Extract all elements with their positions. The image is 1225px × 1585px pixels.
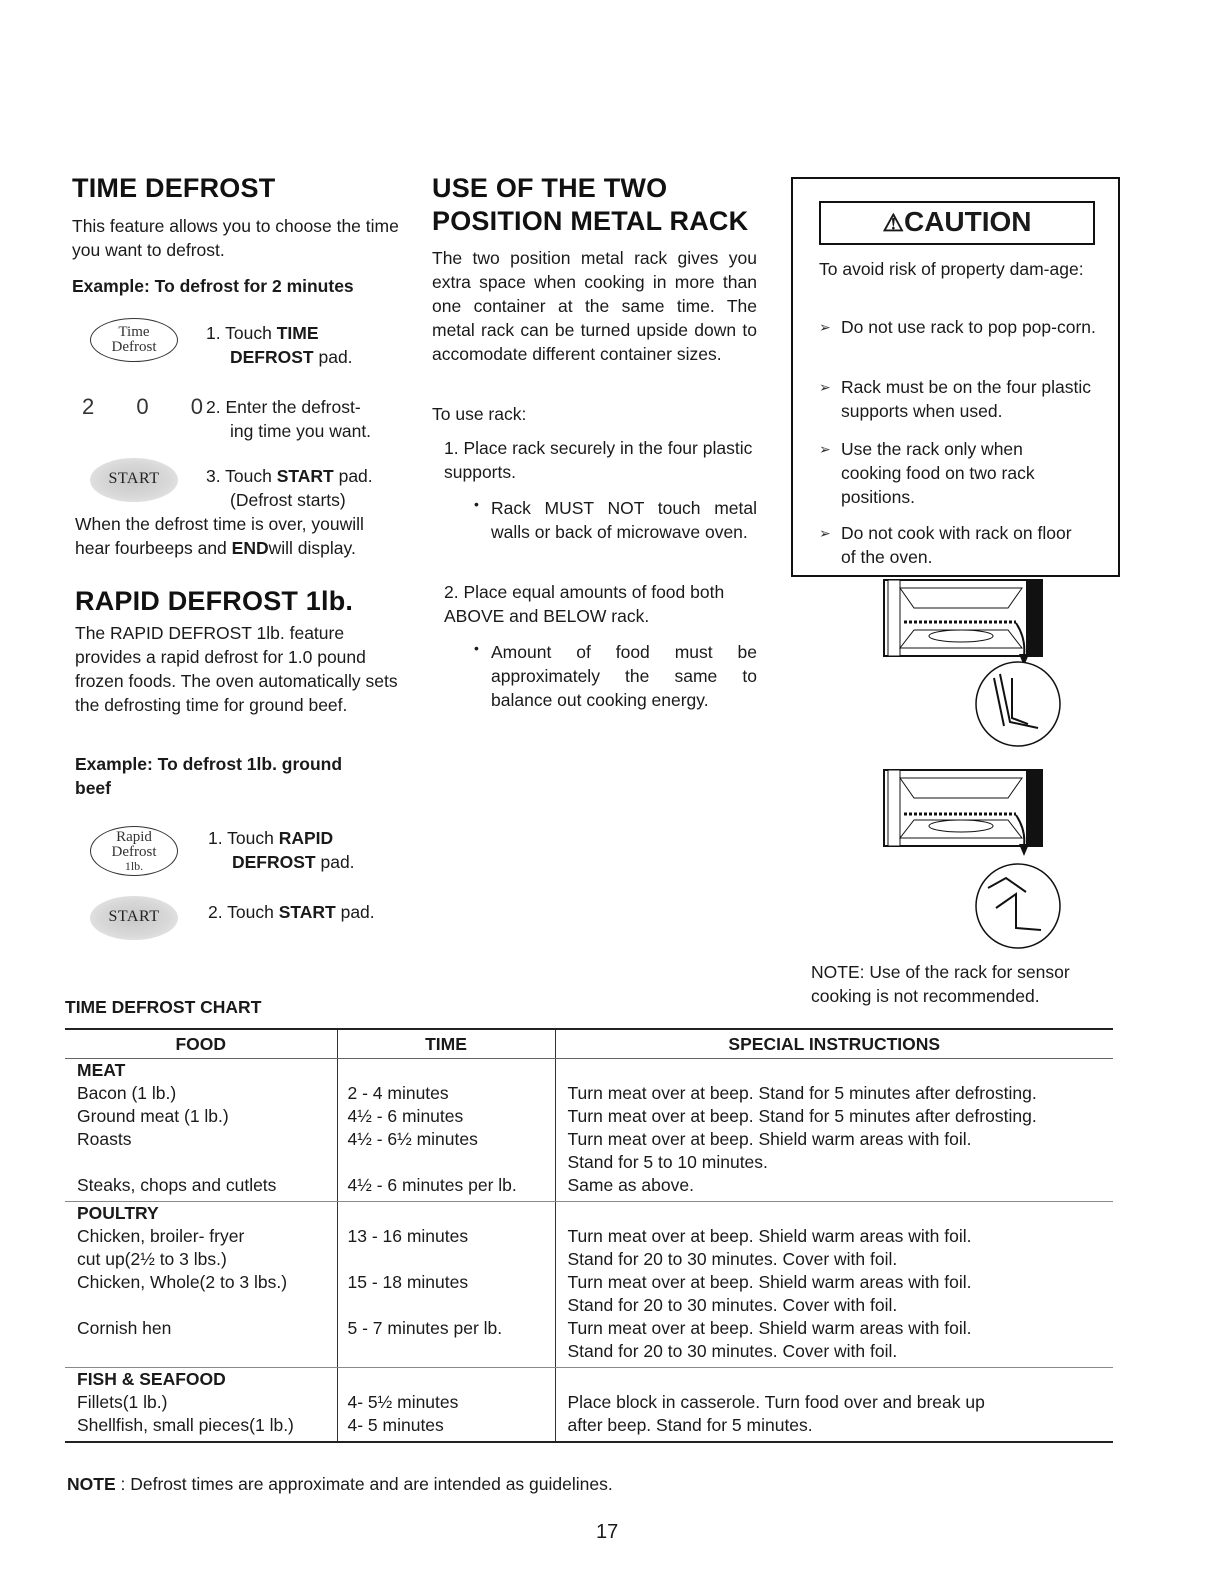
bullet-icon: • — [474, 640, 479, 656]
footer-note-text: : Defrost times are approximate and are intended as guidelines. — [115, 1474, 613, 1494]
step-text: 2. Touch — [208, 902, 279, 922]
step-text: pad. — [335, 902, 375, 922]
arrow-bullet-icon: ➢ — [819, 525, 831, 541]
time-defrost-title: TIME DEFROST — [72, 173, 276, 203]
metal-rack-step2: 2. Place equal amounts of food both ABOVE and BELOW rack. — [444, 582, 725, 626]
time-defrost-pad-icon — [90, 318, 178, 362]
step-text: ing time you want. — [230, 421, 372, 441]
step-text: (Defrost starts) — [230, 490, 346, 510]
page-number: 17 — [596, 1521, 619, 1543]
time-item: 4½ - 6 minutes — [347, 1106, 464, 1126]
caution-item: Do not use rack to pop pop-corn. — [841, 317, 1096, 337]
caution-title-text: CAUTION — [903, 206, 1032, 237]
step-text-bold: RAPID — [278, 828, 334, 848]
instruction-item: Place block in casserole. Turn food over and break up — [567, 1392, 985, 1412]
instruction-item: Turn meat over at beep. Stand for 5 minutes after defrosting. — [567, 1106, 1037, 1126]
instruction-item: Turn meat over at beep. Shield warm areas with foil. — [567, 1272, 972, 1292]
food-item: Cornish hen — [77, 1318, 172, 1338]
metal-rack-title — [432, 172, 748, 238]
rapid-defrost-step2 — [208, 900, 375, 924]
food-item: Chicken, Whole(2 to 3 lbs.) — [77, 1272, 288, 1292]
caution-box — [791, 177, 1120, 577]
time-defrost-example: Example: To defrost for 2 minutes — [72, 276, 354, 296]
food-item: Shellfish, small pieces(1 lb.) — [77, 1415, 294, 1435]
step-text: 1. Touch — [208, 828, 279, 848]
step-text-bold: TIME — [276, 323, 319, 343]
pad-label: 1lb. — [124, 859, 144, 873]
time-cell — [337, 1368, 555, 1443]
caution-item: Use the rack only when cooking food on two rack positions. — [841, 439, 1035, 507]
pad-label: Defrost — [111, 844, 157, 860]
time-defrost-end-text — [75, 512, 364, 560]
food-cell — [65, 1202, 337, 1368]
instructions-cell — [555, 1202, 1113, 1368]
text-line: Example: To defrost 1lb. ground — [75, 754, 343, 774]
instruction-item: Stand for 5 to 10 minutes. — [567, 1152, 768, 1172]
step-text: pad. — [333, 466, 373, 486]
metal-rack-step1: 1. Place rack securely in the four plastic supports. — [444, 438, 753, 482]
instruction-item: Same as above. — [567, 1175, 694, 1195]
instruction-item: Stand for 20 to 30 minutes. Cover with foil. — [567, 1249, 898, 1269]
pad-label: Rapid — [116, 829, 152, 845]
food-item: Bacon (1 lb.) — [77, 1083, 177, 1103]
step-text-bold: DEFROST — [230, 347, 314, 367]
rapid-defrost-title: RAPID DEFROST 1lb. — [75, 586, 354, 616]
column-header: SPECIAL INSTRUCTIONS — [555, 1029, 1113, 1059]
rapid-defrost-intro: The RAPID DEFROST 1lb. feature provides a rapid defrost for 1.0 pound frozen foods. The oven automatically sets the defrosting time for ground beef. — [75, 623, 398, 715]
metal-rack-to-use: To use rack: — [432, 404, 527, 424]
table-header-row — [65, 1029, 1113, 1059]
metal-rack-bullet2: Amount of food must be approximately the same to balance out cooking energy. — [491, 642, 757, 710]
time-item: 2 - 4 minutes — [347, 1083, 449, 1103]
pad-label: Defrost — [111, 339, 157, 355]
instruction-item: after beep. Stand for 5 minutes. — [567, 1415, 813, 1435]
time-item: 15 - 18 minutes — [347, 1272, 469, 1292]
table-row — [65, 1368, 1113, 1443]
caution-title — [819, 201, 1095, 245]
caution-item: Do not cook with rack on floor of the oven. — [841, 523, 1072, 567]
rack-illustration-icon — [876, 578, 1066, 958]
category-label: FISH & SEAFOOD — [77, 1369, 226, 1389]
time-item: 4½ - 6 minutes per lb. — [347, 1175, 517, 1195]
step-text-bold: DEFROST — [232, 852, 316, 872]
arrow-bullet-icon: ➢ — [819, 441, 831, 457]
arrow-bullet-icon: ➢ — [819, 379, 831, 395]
title-line: USE OF THE TWO — [432, 173, 668, 203]
food-item: Steaks, chops and cutlets — [77, 1175, 277, 1195]
food-item: Fillets(1 lb.) — [77, 1392, 168, 1412]
digits-display: 2 0 0 — [82, 394, 221, 419]
caution-intro: To avoid risk of property dam-age: — [819, 259, 1084, 279]
time-item: 5 - 7 minutes per lb. — [347, 1318, 503, 1338]
text-line: beef — [75, 778, 111, 798]
chart-title: TIME DEFROST CHART — [65, 997, 262, 1017]
food-item: Ground meat (1 lb.) — [77, 1106, 229, 1126]
food-item: cut up(2½ to 3 lbs.) — [77, 1249, 227, 1269]
food-item: Chicken, broiler- fryer — [77, 1226, 245, 1246]
time-defrost-step3 — [206, 464, 373, 512]
metal-rack-bullet1: Rack MUST NOT touch metal walls or back of microwave oven. — [491, 498, 757, 542]
table-row — [65, 1059, 1113, 1202]
bullet-icon: • — [474, 496, 479, 512]
start-pad-icon: START — [90, 896, 178, 940]
rapid-defrost-example — [75, 752, 342, 800]
category-label: POULTRY — [77, 1203, 159, 1223]
instruction-item: Turn meat over at beep. Shield warm areas with foil. — [567, 1318, 972, 1338]
rapid-defrost-step1 — [208, 826, 355, 874]
caution-item: Rack must be on the four plastic supports when used. — [841, 377, 1091, 421]
defrost-chart-table — [65, 1028, 1113, 1443]
column-header: FOOD — [65, 1029, 337, 1059]
instruction-item: Turn meat over at beep. Stand for 5 minutes after defrosting. — [567, 1083, 1037, 1103]
warning-icon: ⚠ — [882, 210, 904, 237]
footer-note-label: NOTE — [67, 1474, 116, 1494]
table-row — [65, 1202, 1113, 1368]
text-line: When the defrost time is over, youwill — [75, 514, 364, 534]
text-bold: END — [231, 538, 269, 558]
food-item: Roasts — [77, 1129, 132, 1149]
time-defrost-step1 — [206, 321, 353, 369]
step-text-bold: START — [276, 466, 334, 486]
time-item: 13 - 16 minutes — [347, 1226, 469, 1246]
arrow-bullet-icon: ➢ — [819, 319, 831, 335]
step-text-bold: START — [278, 902, 336, 922]
food-cell — [65, 1368, 337, 1443]
time-defrost-step2 — [206, 395, 371, 443]
time-item: 4- 5½ minutes — [347, 1392, 459, 1412]
instruction-item: Turn meat over at beep. Shield warm areas with foil. — [567, 1129, 972, 1149]
time-item: 4½ - 6½ minutes — [347, 1129, 478, 1149]
rapid-defrost-pad-icon — [90, 826, 178, 876]
instructions-cell — [555, 1368, 1113, 1443]
step-text: pad. — [313, 347, 353, 367]
category-label: MEAT — [77, 1060, 126, 1080]
time-defrost-intro: This feature allows you to choose the time you want to defrost. — [72, 216, 399, 260]
instructions-cell — [555, 1059, 1113, 1202]
step-text: 3. Touch — [206, 466, 277, 486]
time-cell — [337, 1202, 555, 1368]
text-line: will display. — [268, 538, 356, 558]
rack-sensor-note: NOTE: Use of the rack for sensor cooking is not recommended. — [811, 962, 1070, 1006]
step-text: 2. Enter the defrost- — [206, 397, 361, 417]
instruction-item: Stand for 20 to 30 minutes. Cover with foil. — [567, 1295, 898, 1315]
step-text: pad. — [315, 852, 355, 872]
step-text: 1. Touch — [206, 323, 277, 343]
time-cell — [337, 1059, 555, 1202]
text-line: hear fourbeeps and — [75, 538, 232, 558]
pad-label: Time — [118, 324, 150, 340]
start-pad-icon: START — [90, 458, 178, 502]
footer-note — [67, 1472, 613, 1496]
instruction-item: Stand for 20 to 30 minutes. Cover with foil. — [567, 1341, 898, 1361]
title-line: POSITION METAL RACK — [432, 206, 749, 236]
time-item: 4- 5 minutes — [347, 1415, 444, 1435]
metal-rack-intro: The two position metal rack gives you extra space when cooking in more than one container at the same time. The metal rack can be turned upside down to accomodate different container sizes. — [432, 248, 757, 364]
instruction-item: Turn meat over at beep. Shield warm areas with foil. — [567, 1226, 972, 1246]
food-cell — [65, 1059, 337, 1202]
column-header: TIME — [337, 1029, 555, 1059]
